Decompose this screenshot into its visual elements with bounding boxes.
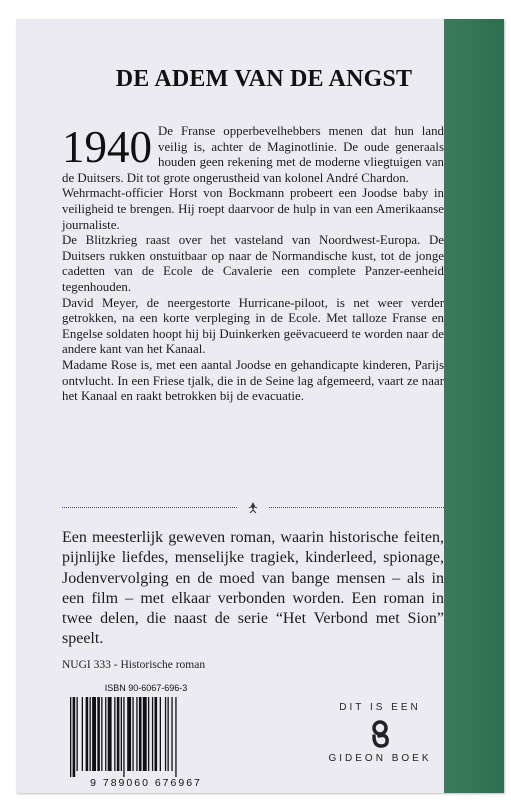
synopsis-first-text: De Franse opperbevelhebbers menen dat hun land veilig is, achter de Maginotlinie. De oude generaals houden geen rekening met de moderne vliegtuigen van de Duitsers. Dit tot grote ongerustheid van kolonel André Chardon. <box>62 124 444 185</box>
synopsis-paragraph-3: De Blitzkrieg raast over het vasteland van Noordwest-Europa. De Duitsers rukken onstuitbaar op naar de Normandische kust, tot de jonge cadetten van de Ecole de Cavalerie een complete Panzer-eenheid tegenhouden. <box>62 233 444 294</box>
nugi-code: NUGI 333 - Historische roman <box>62 659 206 671</box>
book-title: DE ADEM VAN DE ANGST <box>115 66 413 92</box>
green-spine-strip <box>444 19 504 793</box>
section-divider <box>62 501 444 515</box>
divider-line-right <box>269 507 444 508</box>
blurb: Een meesterlijk geweven roman, waarin historische feiten, pijnlijke liefdes, menselijke tragiek, kinderleed, spionage, Jodenvervolging en de moed van bange mensen – als in een film – met elkaar verbonden worden. Een roman in twee delen, die naast de serie “Het Verbond met Sion” speelt. <box>62 529 444 648</box>
divider-line-left <box>62 507 237 508</box>
fleur-ornament-icon <box>246 501 260 515</box>
back-cover <box>16 19 504 793</box>
synopsis-paragraph-5: Madame Rose is, met een aantal Joodse en gehandicapte kinderen, Parijs ontvlucht. In een Friese tjalk, die in de Seine lag afgemeerd, vaart ze naar het Kanaal en raakt betrokken bij de evacuatie. <box>62 357 444 404</box>
year-drop-cap: 1940 <box>62 122 152 172</box>
isbn-label: ISBN 90-6067-696-3 <box>104 683 188 693</box>
publisher-mark <box>320 702 440 764</box>
barcode-bars <box>70 697 222 777</box>
synopsis-paragraph-4: David Meyer, de neergestorte Hurricane-piloot, is net weer verder getrokken, na een korte verpleging in de Ecole. Met talloze Franse en Engelse soldaten hoopt hij bij Duinkerken geëvacueerd te worden naar de andere kant van het Kanaal. <box>62 295 444 357</box>
publisher-tagline-bottom: GIDEON BOEK <box>328 753 432 764</box>
ean-number: 9 789060 676967 <box>90 777 202 789</box>
synopsis-paragraph-2: Wehrmacht-officier Horst von Bockmann probeert een Joodse baby in veiligheid te brengen. Hij roept daarvoor de hulp in van een Amerikaanse journaliste. <box>62 186 444 232</box>
gideon-g-logo-icon <box>369 719 391 749</box>
synopsis-paragraph-1 <box>62 124 444 186</box>
barcode-block <box>62 683 230 791</box>
publisher-tagline-top: DIT IS EEN <box>339 702 421 713</box>
synopsis <box>62 124 444 405</box>
